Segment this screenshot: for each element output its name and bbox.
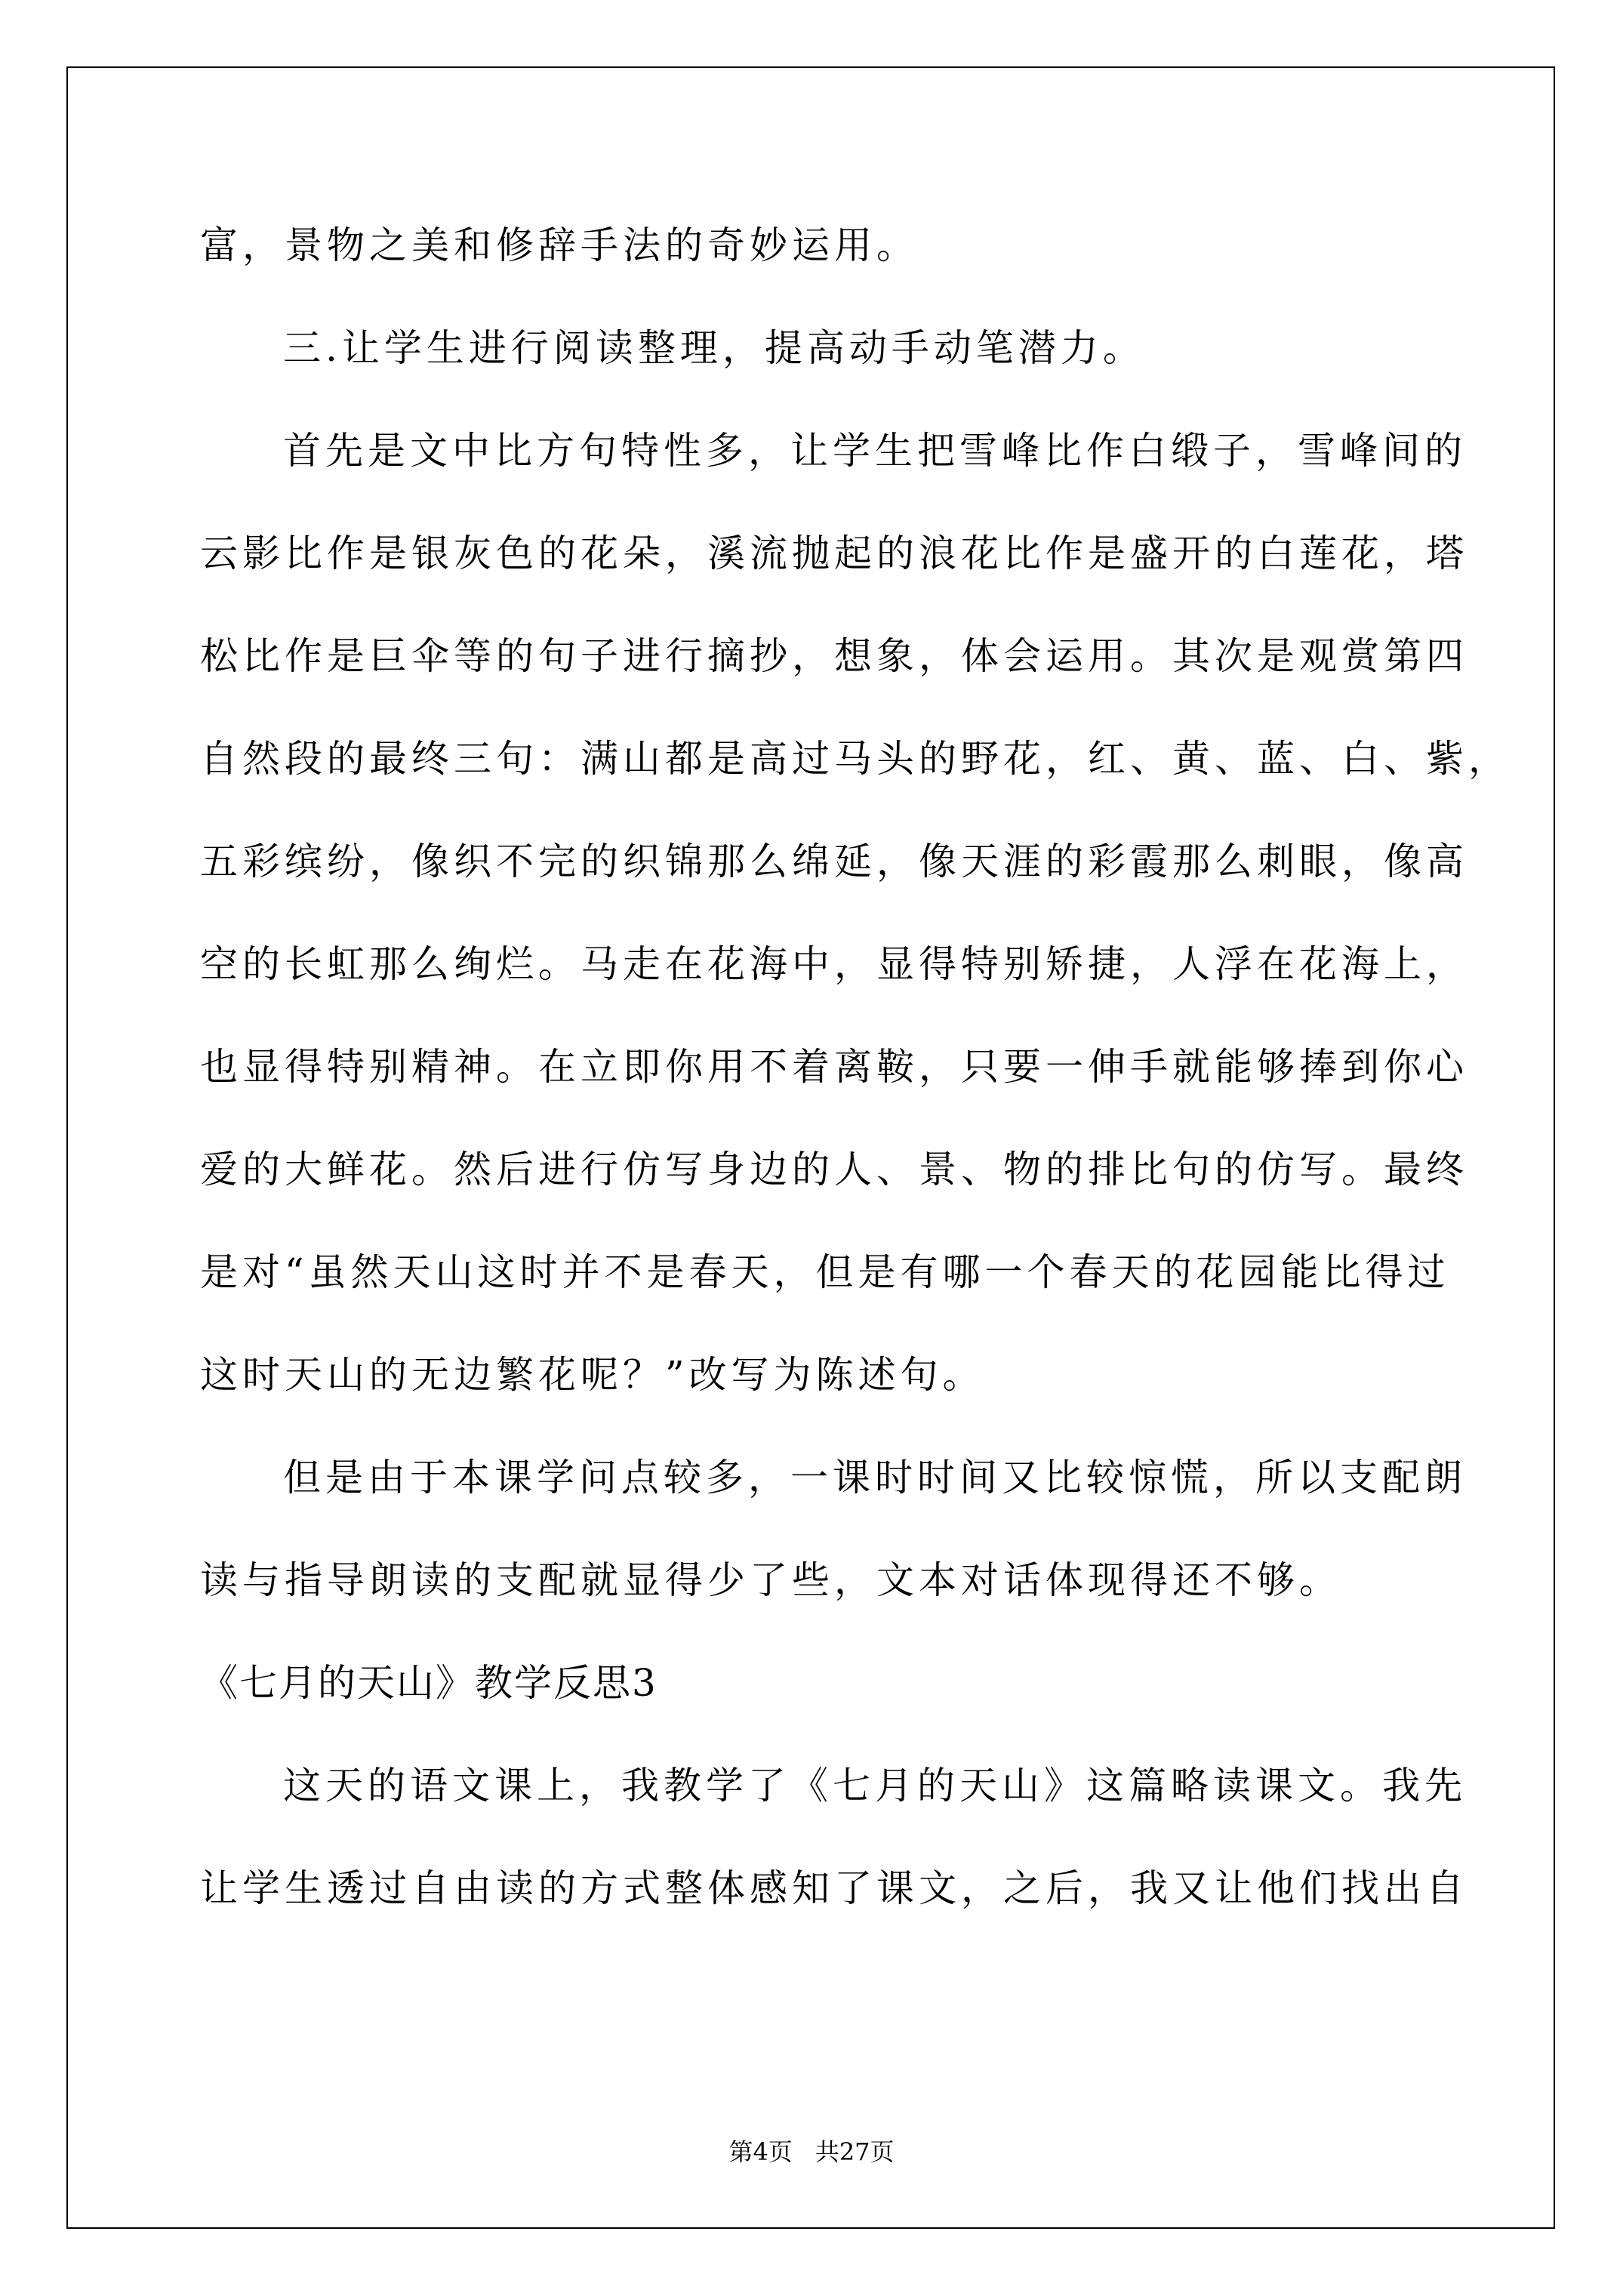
page-footer	[0, 2137, 1623, 2167]
text-line: 这时天山的无边繁花呢？”改写为陈述句。	[200, 1353, 985, 1397]
section-heading: 《七月的天山》教学反思3	[200, 1661, 658, 1705]
text-line: 空的长虹那么绚烂。马走在花海中，显得特别矫捷，人浮在花海上，	[200, 942, 1468, 986]
text-line: 爱的大鲜花。然后进行仿写身边的人、景、物的排比句的仿写。最终	[200, 1148, 1468, 1191]
text-line: 首先是文中比方句特性多，让学生把雪峰比作白缎子，雪峰间的	[283, 429, 1467, 473]
text-line: 松比作是巨伞等的句子进行摘抄，想象，体会运用。其次是观赏第四	[200, 634, 1468, 678]
text-line: 让学生透过自由读的方式整体感知了课文，之后，我又让他们找出自	[200, 1866, 1468, 1910]
document-body	[200, 219, 1511, 1965]
text-line: 也显得特别精神。在立即你用不着离鞍，只要一伸手就能够捧到你心	[200, 1045, 1468, 1089]
page-number: 第4页	[728, 2137, 793, 2166]
text-line: 自然段的最终三句：满山都是高过马头的野花，红、黄、蓝、白、紫，	[200, 737, 1511, 781]
text-line: 富，景物之美和修辞手法的奇妙运用。	[200, 223, 919, 267]
text-line: 但是由于本课学问点较多，一课时时间又比较惊慌，所以支配朗	[283, 1456, 1467, 1499]
page-total: 共27页	[815, 2137, 895, 2166]
text-line: 这天的语文课上，我教学了《七月的天山》这篇略读课文。我先	[283, 1764, 1467, 1808]
text-line: 是对“虽然天山这时并不是春天，但是有哪一个春天的花园能比得过	[200, 1250, 1450, 1294]
text-line: 五彩缤纷，像织不完的织锦那么绵延，像天涯的彩霞那么刺眼，像高	[200, 840, 1468, 883]
text-line: 云影比作是银灰色的花朵，溪流抛起的浪花比作是盛开的白莲花，塔	[200, 532, 1468, 575]
text-line: 读与指导朗读的支配就显得少了些，文本对话体现得还不够。	[200, 1558, 1341, 1602]
text-line: 三.让学生进行阅读整理，提高动手动笔潜力。	[283, 326, 1145, 370]
